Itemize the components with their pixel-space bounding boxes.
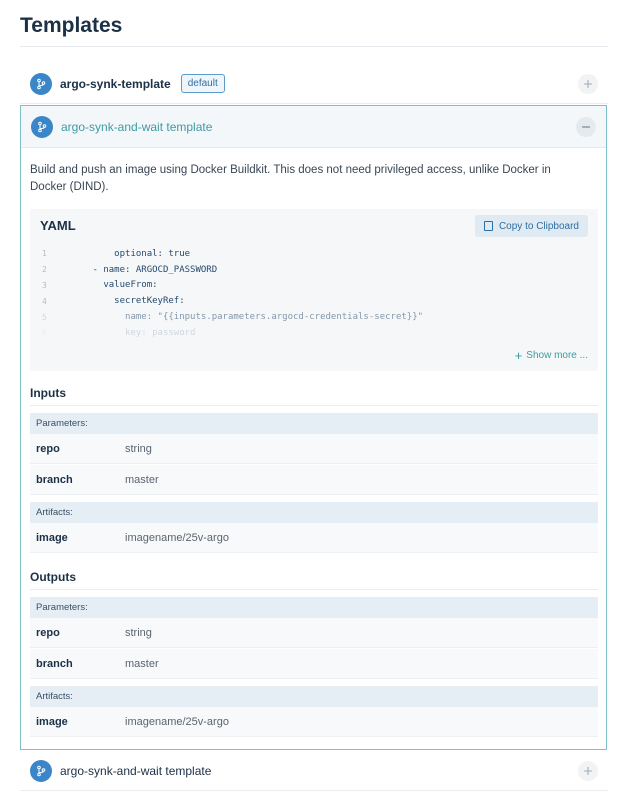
table-row [30, 523, 598, 553]
param-name: branch [36, 473, 73, 486]
param-name: repo [36, 442, 60, 455]
template-row-argo-synk-and-wait-2[interactable] [20, 751, 608, 791]
git-branch-icon [31, 116, 53, 138]
yaml-code-block [30, 246, 598, 341]
title-divider [20, 46, 608, 47]
plus-icon: + [514, 347, 523, 363]
plus-icon [583, 79, 593, 89]
artifact-value: imagename/25v-argo [125, 715, 229, 728]
outputs-artifacts-header: Artifacts: [30, 686, 598, 707]
default-badge: default [181, 74, 225, 93]
param-name: branch [36, 657, 73, 670]
plus-icon [583, 766, 593, 776]
param-value: master [125, 473, 159, 486]
code-line: 6 key: password [42, 327, 196, 338]
outputs-divider [30, 589, 598, 590]
git-branch-icon [30, 760, 52, 782]
template-name[interactable]: argo-synk-and-wait template [60, 763, 212, 778]
page-title: Templates [20, 14, 123, 37]
artifact-name: image [36, 715, 68, 728]
inputs-title: Inputs [30, 386, 66, 400]
inputs-divider [30, 405, 598, 406]
table-row [30, 707, 598, 737]
template-description: Build and push an image using Docker Buildkit. This does not need privileged access, unlike Docker in Docker (DIND). [30, 164, 551, 193]
collapse-button[interactable] [576, 117, 596, 137]
copy-label: Copy to Clipboard [498, 220, 579, 232]
table-row [30, 649, 598, 679]
outputs-parameters-header: Parameters: [30, 597, 598, 618]
code-line: 1 optional: true [42, 248, 191, 259]
yaml-section [30, 209, 598, 371]
yaml-title: YAML [40, 218, 76, 233]
param-value: master [125, 657, 159, 670]
template-name[interactable]: argo-synk-and-wait template [61, 119, 213, 134]
expanded-template-panel [20, 105, 607, 750]
show-more-link[interactable] [514, 347, 588, 363]
code-line: 4 secretKeyRef: [42, 296, 185, 307]
template-name[interactable]: argo-synk-template [60, 76, 171, 91]
copy-icon [484, 221, 493, 231]
table-row [30, 618, 598, 648]
param-value: string [125, 626, 152, 639]
copy-to-clipboard-button[interactable] [475, 215, 588, 237]
artifact-value: imagename/25v-argo [125, 531, 229, 544]
inputs-artifacts-header: Artifacts: [30, 502, 598, 523]
param-name: repo [36, 626, 60, 639]
param-value: string [125, 442, 152, 455]
inputs-parameters-header: Parameters: [30, 413, 598, 434]
table-row [30, 465, 598, 495]
template-row-argo-synk-template[interactable] [20, 64, 608, 104]
outputs-title: Outputs [30, 570, 76, 584]
show-more-label: Show more ... [526, 350, 588, 361]
git-branch-icon [30, 73, 52, 95]
artifact-name: image [36, 531, 68, 544]
code-line: 3 valueFrom: [42, 280, 158, 291]
template-row-argo-synk-and-wait[interactable] [21, 106, 606, 148]
expand-button[interactable] [578, 74, 598, 94]
code-line: 2 - name: ARGOCD_PASSWORD [42, 264, 218, 275]
table-row [30, 434, 598, 464]
code-line: 5 name: "{{inputs.parameters.argocd-credentials-secret}}" [42, 312, 424, 323]
expand-button[interactable] [578, 761, 598, 781]
minus-icon [581, 122, 591, 132]
